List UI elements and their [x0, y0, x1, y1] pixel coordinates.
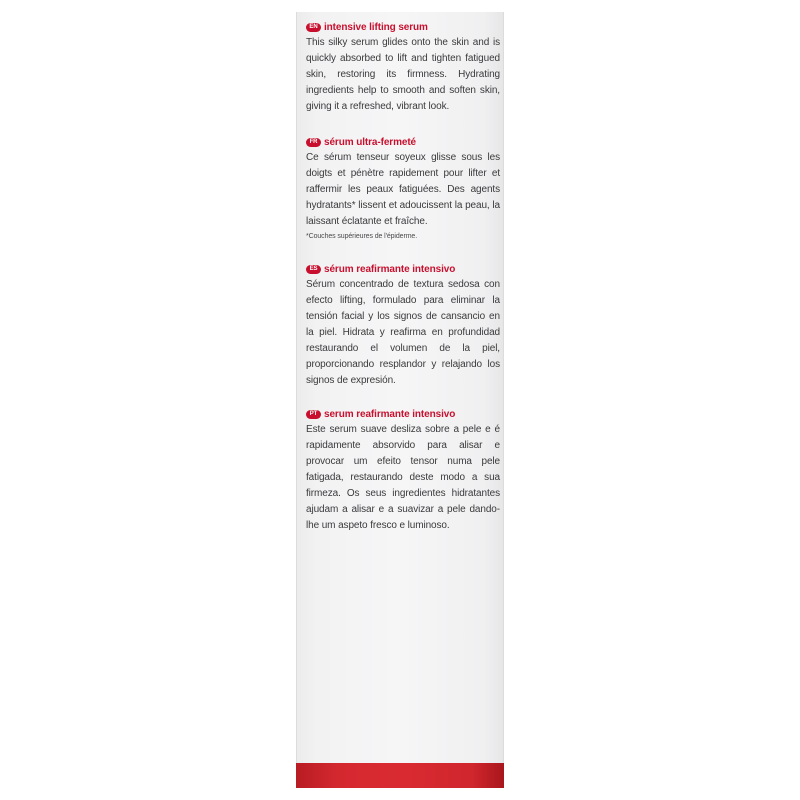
section-body-fr: Ce sérum tenseur soyeux glisse sous les doigts et pénètre rapidement pour lifter et raffermir les peaux fatiguées. Des agents hydratants* lissent et adoucissent la peau, la laissant éclatante et fraîche. [306, 152, 500, 227]
language-badge-pt: PT [306, 410, 321, 419]
section-heading [306, 137, 500, 148]
box-left-edge [296, 12, 297, 788]
section-heading [306, 409, 500, 420]
footnote-fr: *Couches supérieures de l'épiderme. [306, 233, 418, 240]
label-text-area [306, 22, 500, 552]
section-heading [306, 22, 500, 33]
section-title-en: intensive lifting serum [324, 22, 428, 33]
language-badge-en: EN [306, 23, 321, 32]
section-body-en: This silky serum glides onto the skin and is quickly absorbed to lift and tighten fatigued skin, restoring its firmness. Hydrating ingredients help to smooth and soften skin, giving it a refreshed, vibrant look. [306, 37, 500, 112]
section-heading [306, 264, 500, 275]
section-en [306, 22, 500, 115]
box-right-edge [503, 12, 504, 788]
section-pt [306, 409, 500, 534]
section-title-es: sérum reafirmante intensivo [324, 264, 456, 275]
language-badge-fr: FR [306, 138, 321, 147]
language-badge-es: ES [306, 265, 321, 274]
section-body-pt: Este serum suave desliza sobre a pele e é rapidamente absorvido para alisar e provocar um efeito tensor numa pele fatigada, restaurando deste modo a sua firmeza. Os seus ingredientes hidratantes ajudam a alisar e a suavizar a pele dando-lhe um aspeto fresco e luminoso. [306, 424, 500, 531]
section-es [306, 264, 500, 389]
product-box [296, 12, 504, 788]
section-fr [306, 137, 500, 240]
section-title-fr: sérum ultra-fermeté [324, 137, 417, 148]
section-title-pt: serum reafirmante intensivo [324, 409, 456, 420]
red-bottom-band [296, 763, 504, 788]
section-body-es: Sérum concentrado de textura sedosa con efecto lifting, formulado para eliminar la tensión facial y los signos de cansancio en la piel. Hidrata y reafirma en profundidad restaurando el volumen de la piel, proporcionando resplandor y relajando los signos de expresión. [306, 279, 500, 386]
